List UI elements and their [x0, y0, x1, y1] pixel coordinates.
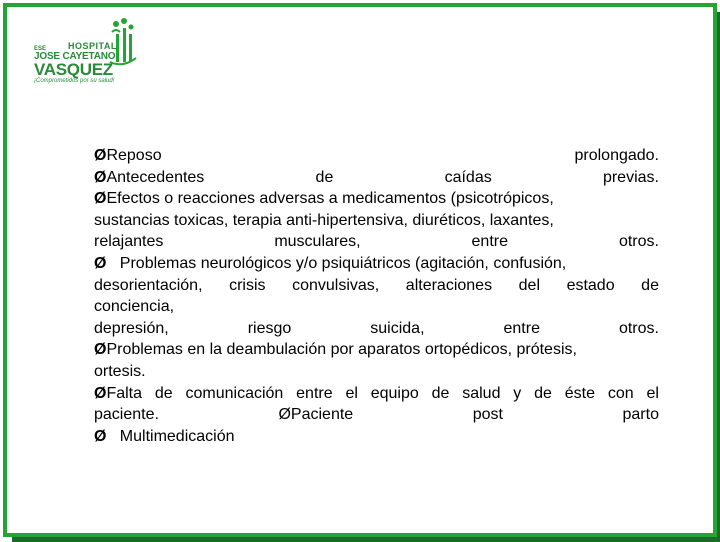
- text-word: parto: [622, 406, 659, 424]
- logo-small-text: ESE: [34, 46, 47, 52]
- text-span: Problemas neurológicos y/o psiquiátricos (agitación, confusión,: [106, 254, 567, 272]
- text-word: de: [534, 384, 552, 402]
- logo-tagline: ¡Comprometidos por su salud!: [34, 78, 115, 84]
- text-line: [94, 145, 659, 167]
- text-word: musculares,: [274, 233, 361, 251]
- text-line: [94, 361, 659, 383]
- text-span: Multimedicación: [106, 427, 235, 445]
- text-span: Problemas en la deambulación por aparatos ortopédicos, prótesis,: [106, 341, 577, 359]
- text-line: [94, 296, 659, 318]
- text-word: de: [315, 168, 334, 186]
- text-line: [94, 318, 659, 340]
- text-line: [94, 426, 659, 448]
- text-span: sustancias toxicas, terapia anti-hipertensiva, diuréticos, laxantes,: [94, 211, 554, 229]
- bullet-arrow-icon: Ø: [94, 190, 107, 208]
- logo-name-line1: JOSE CAYETANO: [34, 51, 116, 62]
- text-line: [94, 231, 659, 253]
- bullet-arrow-icon: Ø: [94, 254, 107, 272]
- text-word: de: [431, 384, 450, 402]
- text-word: el: [345, 384, 358, 402]
- text-word: riesgo: [247, 319, 292, 337]
- text-word: entre: [471, 233, 508, 251]
- text-word: ØAntecedentes: [94, 168, 205, 186]
- text-word: crisis: [229, 276, 266, 294]
- text-word: ØPaciente: [278, 406, 354, 424]
- bullet-arrow-icon: Ø: [94, 147, 107, 164]
- text-word: previas.: [602, 168, 659, 186]
- text-word: entre: [296, 384, 333, 402]
- text-word: paciente.: [94, 406, 159, 424]
- text-word: y: [513, 384, 522, 402]
- text-word: ØFalta: [94, 384, 143, 402]
- text-word: estado: [566, 276, 615, 294]
- text-word: éste: [564, 384, 595, 402]
- text-line: [94, 167, 659, 189]
- risk-factors-list: [94, 145, 659, 447]
- text-line: [94, 383, 659, 405]
- text-word: con: [607, 384, 634, 402]
- text-word: post: [472, 406, 503, 424]
- text-word: depresión,: [94, 319, 169, 337]
- text-word: comunicación: [185, 384, 284, 402]
- logo-hospital-label: HOSPITAL: [68, 41, 117, 51]
- text-word: del: [518, 276, 540, 294]
- text-word: convulsivas,: [292, 276, 380, 294]
- text-word: desorientación,: [94, 276, 203, 294]
- text-line: [94, 253, 659, 275]
- hospital-logo: [28, 18, 138, 84]
- text-word: otros.: [618, 319, 659, 337]
- text-word: otros.: [618, 233, 659, 251]
- text-word: prolongado.: [574, 147, 659, 164]
- logo-name-line2: VASQUEZ: [34, 60, 113, 79]
- text-word: de: [641, 276, 659, 294]
- text-word: relajantes: [94, 233, 164, 251]
- bullet-arrow-icon: Ø: [94, 427, 107, 445]
- text-span: Efectos o reacciones adversas a medicamentos (psicotrópicos,: [106, 190, 554, 208]
- text-word: de: [154, 384, 173, 402]
- text-span: ortesis.: [94, 362, 146, 380]
- text-line: [94, 275, 659, 297]
- bullet-arrow-icon: Ø: [94, 168, 107, 186]
- text-word: suicida,: [370, 319, 425, 337]
- text-word: caídas: [444, 168, 492, 186]
- text-word: alteraciones: [405, 276, 493, 294]
- text-span: conciencia,: [94, 298, 175, 316]
- text-line: [94, 210, 659, 232]
- bullet-arrow-icon: Ø: [94, 341, 107, 359]
- text-word: entre: [503, 319, 540, 337]
- bullet-arrow-icon: Ø: [94, 384, 107, 402]
- text-word: ØReposo: [94, 147, 162, 164]
- text-line: [94, 188, 659, 210]
- text-word: el: [646, 384, 659, 402]
- text-line: [94, 404, 659, 426]
- text-line: [94, 339, 659, 361]
- text-word: salud: [462, 384, 501, 402]
- text-word: equipo: [370, 384, 419, 402]
